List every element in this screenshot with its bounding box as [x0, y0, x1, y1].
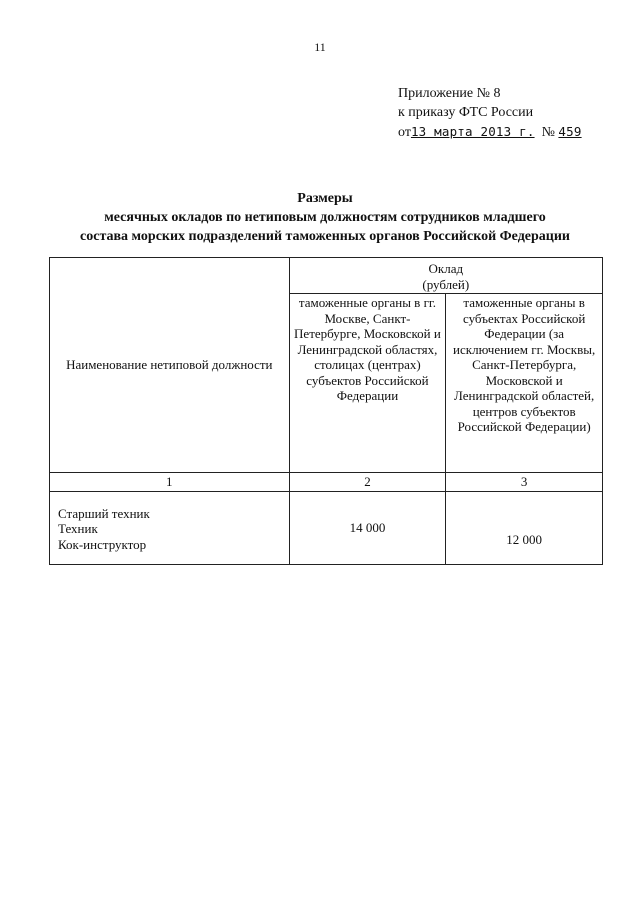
data-row — [50, 491, 603, 565]
column-number-1: 1 — [50, 473, 290, 492]
salary-header — [289, 258, 602, 294]
salary-value-regions: 12 000 — [446, 491, 603, 565]
appendix-date-line — [398, 122, 582, 142]
heading-line-2: месячных окладов по нетиповым должностям сотрудников младшего — [104, 210, 546, 225]
heading-line-1: Размеры — [297, 191, 353, 206]
positions-cell — [50, 491, 290, 565]
position-technician: Техник — [58, 521, 98, 536]
other-regions-header: таможенные органы в субъектах Российской Федерации (за исключением гг. Москвы, Санкт-Петербурга, Московской и Ленинградской областей, центров субъектов Российской Федерации) — [446, 294, 603, 473]
salary-table — [49, 257, 603, 565]
date-prefix: от — [398, 125, 411, 140]
salary-header-unit: (рублей) — [422, 276, 470, 292]
position-name-header: Наименование нетиповой должности — [50, 258, 290, 473]
number-label: № — [541, 125, 555, 140]
appendix-order-ref: к приказу ФТС России — [398, 105, 534, 120]
page-number: 11 — [314, 40, 326, 54]
appendix-title: Приложение № 8 — [398, 86, 501, 101]
header-row-1 — [50, 258, 603, 294]
position-cook-instructor: Кок-инструктор — [58, 536, 147, 552]
salary-header-title: Оклад — [428, 261, 464, 276]
order-date: 13 марта 2013 г. — [410, 124, 535, 139]
column-number-row — [50, 473, 603, 492]
heading-line-3: состава морских подразделений таможенных органов Российской Федерации — [80, 229, 570, 244]
column-number-2: 2 — [289, 473, 446, 492]
column-number-3: 3 — [446, 473, 603, 492]
salary-value-moscow: 14 000 — [289, 491, 446, 565]
position-senior-technician: Старший техник — [58, 505, 150, 521]
moscow-region-header: таможенные органы в гг. Москве, Санкт-Петербурге, Московской и Ленинградской областях, столицах (центрах) субъектов Российской Федерации — [289, 294, 446, 473]
order-number: 459 — [558, 124, 582, 139]
document-heading — [40, 189, 610, 246]
appendix-block — [398, 84, 582, 142]
